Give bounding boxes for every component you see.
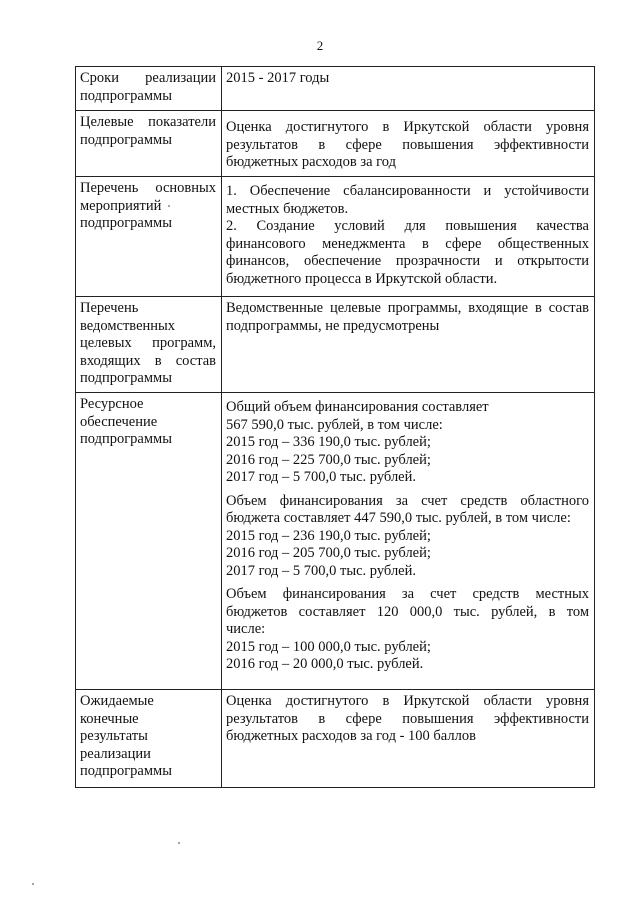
value-line: бюджетов составляет 120 000,0 тыс. рублей, в том (226, 603, 589, 620)
value-line: Объем финансирования за счет средств местных (226, 586, 589, 602)
table-row-programs (76, 297, 595, 393)
value-line: 567 590,0 тыс. рублей, в том числе: (226, 416, 443, 433)
value-line: бюджетных расходов за год - 100 баллов (226, 728, 476, 744)
value-cell-terms (222, 67, 595, 111)
label-line: ведомственных (80, 317, 176, 334)
label-cell-terms (76, 67, 222, 111)
value-cell-indicators (222, 111, 595, 177)
value-line: финансов, обеспечение прозрачности и открытости (226, 253, 589, 269)
label-cell-programs (76, 297, 222, 393)
value-line: 2015 год – 336 190,0 тыс. рублей; (226, 434, 431, 450)
scan-speck (168, 205, 170, 207)
value-line: финансового менеджмента в сфере общественных (226, 235, 589, 252)
label-line: подпрограммы (80, 431, 172, 447)
value-line: подпрограммы, не предусмотрены (226, 317, 440, 334)
value-cell-results (222, 690, 595, 788)
label-line: Перечень (80, 300, 139, 316)
scan-speck (32, 883, 34, 885)
label-line: мероприятий (80, 197, 162, 214)
value-line: 2016 год – 225 700,0 тыс. рублей; (226, 451, 431, 468)
value-line: Объем финансирования за счет средств областного (226, 492, 589, 509)
label-line: целевых программ, (80, 335, 216, 351)
label-cell-results (76, 690, 222, 788)
label-line: Сроки реализации (80, 70, 216, 86)
value-line: Оценка достигнутого в Иркутской области уровня (226, 693, 589, 709)
label-line: входящих в состав (80, 352, 216, 369)
label-line: реализации (80, 745, 151, 762)
value-line: 2016 год – 20 000,0 тыс. рублей. (226, 656, 424, 672)
value-line: 2016 год – 205 700,0 тыс. рублей; (226, 545, 431, 561)
measure-item-2: 2. Создание условий для повышения качества (226, 218, 589, 234)
value-line: результатов в сфере повышения эффективности (226, 136, 589, 153)
value-line: числе: (226, 621, 266, 637)
label-line: подпрограммы (80, 370, 172, 386)
funding-local (226, 586, 589, 674)
label-line: Перечень основных (80, 180, 216, 196)
value-cell-programs (222, 297, 595, 393)
table-row-measures (76, 177, 595, 297)
funding-total (226, 399, 589, 487)
value-line: 2015 год – 100 000,0 тыс. рублей; (226, 638, 431, 655)
value-line: Ведомственные целевые программы, входящие в состав (226, 300, 589, 316)
label-line: Ожидаемые (80, 693, 154, 709)
label-line: подпрограммы (80, 763, 172, 779)
table-row-indicators (76, 111, 595, 177)
value-line: результатов в сфере повышения эффективности (226, 710, 589, 727)
value-line: 2015 год – 236 190,0 тыс. рублей; (226, 527, 431, 544)
value-cell-measures (222, 177, 595, 297)
subprogram-passport-table (75, 66, 595, 788)
label-line: результаты (80, 728, 148, 744)
value-line: бюджетных расходов за год (226, 154, 396, 170)
label-cell-resources (76, 393, 222, 690)
value-line: Общий объем финансирования составляет (226, 399, 489, 415)
scan-speck (178, 842, 180, 844)
label-cell-indicators (76, 111, 222, 177)
label-cell-measures (76, 177, 222, 297)
table-row-terms (76, 67, 595, 111)
label-line: подпрограммы (80, 215, 172, 231)
value-line: 2015 - 2017 годы (226, 70, 330, 86)
label-line: Ресурсное (80, 396, 144, 412)
label-line: обеспечение (80, 413, 158, 430)
label-line: Целевые показатели (80, 114, 216, 130)
value-cell-resources (222, 393, 595, 690)
measure-item-1: 1. Обеспечение сбалансированности и устойчивости (226, 183, 589, 199)
value-line: местных бюджетов. (226, 200, 349, 217)
label-line: подпрограммы (80, 87, 172, 104)
value-line: Оценка достигнутого в Иркутской области уровня (226, 119, 589, 135)
funding-regional (226, 493, 589, 581)
value-line: бюджетного процесса в Иркутской области. (226, 270, 498, 287)
page-number: 2 (316, 38, 324, 53)
value-line: 2017 год – 5 700,0 тыс. рублей. (226, 469, 417, 485)
value-line: 2017 год – 5 700,0 тыс. рублей. (226, 562, 417, 579)
value-line: бюджета составляет 447 590,0 тыс. рублей, в том числе: (226, 510, 571, 526)
table-row-results (76, 690, 595, 788)
label-line: подпрограммы (80, 131, 172, 148)
label-line: конечные (80, 710, 139, 727)
table-row-resources (76, 393, 595, 690)
